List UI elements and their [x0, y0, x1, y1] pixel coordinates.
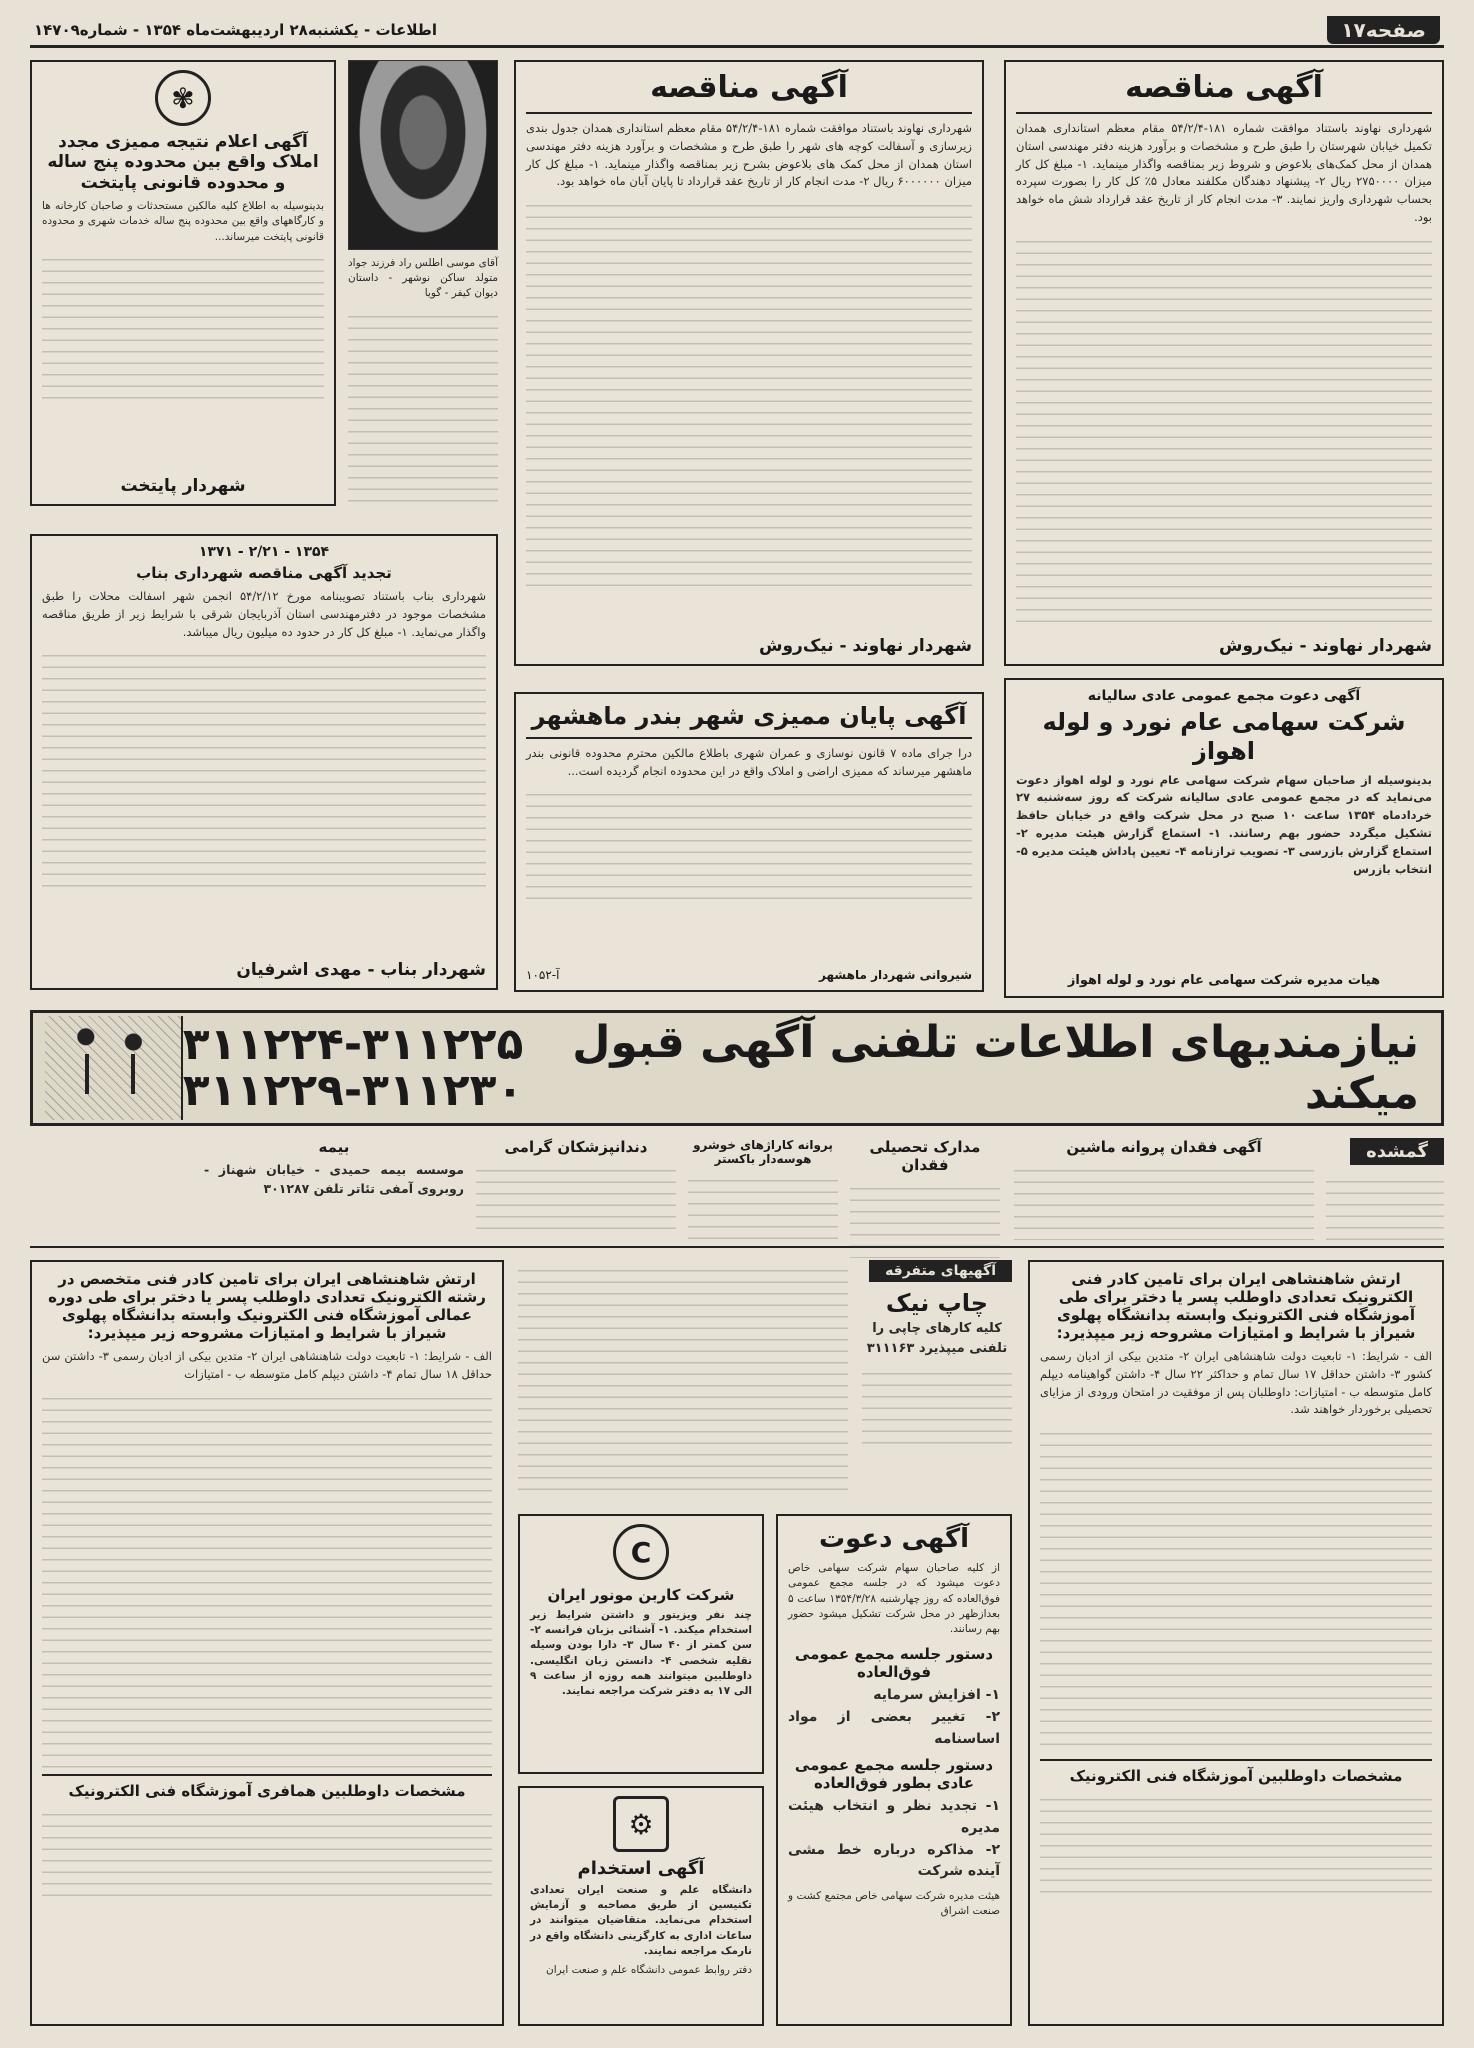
army-left-body: الف - شرایط: ۱- تابعیت دولت شاهنشاهی ایران ۲- متدین بیکی از ادیان رسمی ۳- داشتن سن حداقل ۱۸ سال تمام ۴- داشتن دیپلم کامل متوسطه ب - امتیازات — [42, 1349, 492, 1381]
classified-col-1-text-block — [1014, 1160, 1314, 1240]
lost-column — [1326, 1138, 1444, 1241]
lost-tag: گمشده — [1350, 1138, 1444, 1165]
mahshahr-code: آ-۱۰۵۲ — [526, 968, 560, 982]
university-emblem-icon: ⚙ — [613, 1796, 669, 1852]
tender-right-text-block — [1016, 231, 1432, 631]
banner-illustration — [45, 1016, 183, 1120]
employment-body: دانشگاه علم و صنعت ایران تعدادی تکنیسین از طریق مصاحبه و آزمایش استخدام می‌نماید. متقاضیان میتوانند در ساعات اداری به کارگزینی دانشگاه واقع در نارمک مراجعه نمایند. — [530, 1884, 752, 1957]
carbon-title: شرکت کاربن مونور ایران — [547, 1586, 735, 1604]
garage-title: پروانه کاراژهای خوشرو هوسه‌دار باکستر — [693, 1138, 833, 1166]
page-number: صفحه۱۷ — [1327, 16, 1440, 44]
insurance-body: موسسه بیمه حمیدی - خیابان شهناز - روبروی آمفی تئاتر تلفن ۳۰۱۲۸۷ — [204, 1162, 464, 1197]
army-notice-left — [30, 1260, 504, 2026]
tender-mid-title: آگهی مناقصه — [650, 70, 848, 105]
bonab-tender — [30, 534, 498, 990]
ahwaz-signature: هیات مدیره شرکت سهامی عام نورد و لوله اهواز — [1067, 973, 1381, 988]
print-title: چاپ نیک — [885, 1289, 989, 1317]
army-right-text-block — [1040, 1423, 1432, 1753]
classified-col-2-title: مدارک تحصیلی فقدان — [869, 1138, 981, 1174]
pasargad-body: بدینوسیله به اطلاع کلیه مالکین مستحدثات و صاحبان کارخانه ها و کارگاههای واقع بین محدوده پنج ساله خدمات شهری و محدوده قانونی پایتخت میرساند... — [42, 200, 324, 243]
mahshahr-body: درا جرای ماده ۷ قانون نوسازی و عمران شهری باطلاع مالکین محترم محدوده قانونی بندر ماهشهر میرساند که ممیزی اراضی و املاک واقع در این محدوده انجام گردیده است... — [526, 745, 972, 778]
army-left-form-block — [42, 1804, 492, 1904]
misc-column — [862, 1260, 1012, 1500]
invitation-agenda-2: ۲- تغییر بعضی از مواد اساسنامه — [788, 1708, 1000, 1747]
pasargad-notice — [30, 60, 336, 506]
dateline: اطلاعات - یکشنبه۲۸ اردیبهشت‌ماه ۱۳۵۴ - شماره۱۴۷۰۹ — [34, 20, 438, 39]
misc-text-block — [862, 1363, 1012, 1453]
army-left-text-block — [42, 1388, 492, 1768]
invitation-agenda-4: ۲- مذاکره درباره خط مشی آینده شرکت — [788, 1841, 1000, 1880]
portrait-photo — [348, 60, 498, 250]
lost-text-block — [1326, 1171, 1444, 1241]
classified-col-2-text-block — [850, 1178, 1000, 1258]
ahwaz-subtitle: آگهی دعوت مجمع عمومی عادی سالیانه — [1087, 688, 1361, 704]
employment-signature: دفتر روابط عمومی دانشگاه علم و صنعت ایران — [545, 1964, 752, 1977]
insurance-title: بیمه — [318, 1138, 350, 1156]
mahshahr-title: آگهی پایان ممیزی شهر بندر ماهشهر — [531, 702, 967, 730]
pasargad-signature: شهردار پایتخت — [120, 476, 246, 496]
profile-text-block — [348, 306, 498, 506]
classified-col-1-title: آگهی فقدان پروانه ماشین — [1066, 1138, 1262, 1156]
invitation-title: آگهی دعوت — [818, 1524, 970, 1554]
mahshahr-text-block — [526, 784, 972, 904]
tender-right-signature: شهردار نهاوند - نیک‌روش — [1219, 636, 1432, 656]
invitation-body: از کلیه صاحبان سهام شرکت سهامی خاص دعوت میشود که در جلسه مجمع عمومی فوق‌العاده که روز چهارشنبه ۱۳۵۴/۳/۲۸ ساعت ۵ بعدازظهر در محل شرکت تشکیل میشود حضور بهم رسانند. — [788, 1562, 1000, 1636]
insurance-column — [204, 1138, 464, 1199]
bonab-text-block — [42, 645, 486, 895]
tender-mid-signature: شهردار نهاوند - نیک‌روش — [759, 636, 972, 656]
ahwaz-invitation — [1004, 678, 1444, 998]
mahshahr-signature: شیروانی شهردار ماهشهر — [819, 968, 972, 982]
dentist-text-block — [476, 1160, 676, 1230]
army-left-title: ارتش شاهنشاهی ایران برای تامین کادر فنی متخصص در رشته الکترونیک تعدادی داوطلب پسر یا دختر برای طی دوره عمالی آموزشگاه فنی الکترونیک وابسته بدانشگاه پهلوی شیراز با شرایط و امتیازات مشروحه زیر میپذیرد: — [48, 1270, 486, 1342]
bonab-title: تجدید آگهی مناقصه شهرداری بناب — [136, 564, 392, 582]
garage-column — [688, 1138, 838, 1240]
bonab-dateline: ۱۳۷۱ - ۲/۲۱ - ۱۳۵۴ — [198, 544, 330, 560]
army-right-body: الف - شرایط: ۱- تابعیت دولت شاهنشاهی ایران ۲- متدین بیکی از ادیان رسمی کشور ۳- داشتن حداقل ۱۷ سال تمام و حداکثر ۲۲ سال ۴- داشتن گواهینامه دیپلم کامل متوسطه ب - امتیازات: داوطلبان پس از موفقیت در امتحان ورودی از مزایای تحصیلی برخوردار خواهند شد. — [1040, 1349, 1432, 1417]
classified-col-1 — [1014, 1138, 1314, 1240]
army-left-form-title: مشخصات داوطلبین همافری آموزشگاه فنی الکترونیک — [68, 1781, 466, 1800]
print-body: کلیه کارهای چاپی را تلفنی میپذیرد ۳۱۱۱۶۳ — [866, 1321, 1008, 1357]
tender-mid-body: شهرداری نهاوند باستناد موافقت شماره ۱۸۱-۵۴/۲/۴ مقام معظم استانداری همدان جدول بندی زیرسازی و آسفالت کوچه های شهر را طبق طرح و مشخصات و برآورد هزینه دفتر مهندسی استان همدان از محل کمک های بلاعوض بشرح زیر بمناقصه واگذار مینماید. ۱- مبلغ کل کار میزان ۶۰۰۰۰۰۰ ریال ۲- مدت انجام کار از تاریخ عقد قرارداد تا پایان آبان ماه خواهد بود. — [526, 121, 973, 189]
masthead — [30, 14, 1444, 48]
banner-phones-top: ۳۱۱۲۲۴-۳۱۱۲۲۵ — [182, 1018, 524, 1070]
tender-right-title: آگهی مناقصه — [1125, 70, 1323, 105]
bonab-body: شهرداری بناب باستناد تصویبنامه مورخ ۵۴/۲/۱۲ انجمن شهر اسفالت محلات را طبق مشخصات موجود در دفترمهندسی استان آذربایجان شرقی با شرایط زیر از طریق مناقصه واگذار می‌نماید. ۱- مبلغ کل کار در حدود ده میلیون ریال میباشد. — [42, 589, 487, 639]
army-right-title: ارتش شاهنشاهی ایران برای تامین کادر فنی الکترونیک تعدادی داوطلب پسر یا دختر برای طی آموزشگاه فنی الکترونیک وابسته بدانشگاه پهلوی شیراز با شرایط و امتیازات مشروحه زیر میپذیرد: — [1056, 1270, 1416, 1342]
banner-phones-bottom: ۳۱۱۲۲۹-۳۱۱۲۳۰ — [182, 1065, 524, 1116]
pasargad-text-block — [42, 249, 324, 399]
banner-text: نیازمندیهای اطلاعات تلفنی آگهی قبول میکند — [572, 1017, 1419, 1119]
garage-text-block — [688, 1170, 838, 1240]
tender-mid-text-block — [526, 195, 972, 595]
employment-title: آگهی استخدام — [577, 1858, 705, 1879]
tender-right-body: شهرداری نهاوند باستناد موافقت شماره ۱۸۱-۵۴/۲/۴ مقام معظم استانداری همدان تکمیل خیابان شهرستان را طبق طرح و مشخصات و برآورد هزینه دفتر مهندسی استان همدان از محل کمک‌های بلاعوض و شروط زیر بمناقصه واگذار مینماید. ۱- مبلغ کل کار میزان ۲۷۵۰۰۰۰ ریال ۲- پیشنهاد دهندگان مکلفند معادل ۵٪ کل کار را بصورت سپرده بحساب شهرداری واریز نمایند. ۳- مدت انجام کار از تاریخ عقد قرارداد شش ماه خواهد بود. — [1016, 121, 1433, 225]
army-right-form-block — [1040, 1789, 1432, 1899]
newspaper-page — [30, 14, 1444, 2034]
emblem-icon: ✾ — [155, 70, 211, 126]
misc-tag: آگهیهای متفرقه — [869, 1260, 1012, 1282]
mahshahr-notice — [514, 692, 984, 992]
dentist-title: دندانپزشکان گرامی — [504, 1138, 648, 1156]
invitation-ad — [776, 1514, 1012, 2026]
profile-caption: آقای موسی اطلس راد فرزند جواد متولد ساکن نوشهر - داستان دیوان کیفر - گویا — [348, 257, 498, 300]
profile-column — [348, 60, 498, 530]
ahwaz-title: شرکت سهامی عام نورد و لوله اهواز — [1042, 708, 1406, 765]
invitation-agenda-title-2: دستور جلسه مجمع عمومی عادی بطور فوق‌العاده — [794, 1756, 994, 1793]
carbon-logo-icon: C — [613, 1524, 669, 1580]
classifieds-banner — [30, 1010, 1444, 1126]
invitation-agenda-title: دستور جلسه مجمع عمومی فوق‌العاده — [794, 1645, 994, 1682]
classified-col-2 — [850, 1138, 1000, 1258]
classifieds-lower-text-block — [518, 1260, 848, 1500]
carbon-body: چند نفر ویزیتور و داشتن شرایط زیر استخدام میکند. ۱- آشنائی بزبان فرانسه ۲- سن کمتر از ۴۰ سال ۳- دارا بودن وسیله نقلیه شخصی ۴- دانستن زبان انگلیسی. داوطلبین میتوانند همه روزه از ساعت ۹ الی ۱۷ به دفتر شرکت مراجعه نمایند. — [530, 1609, 753, 1698]
banner-phones — [182, 1018, 524, 1116]
dentist-column — [476, 1138, 676, 1230]
tender-ad-mid — [514, 60, 984, 666]
tender-ad-right — [1004, 60, 1444, 666]
army-notice-right — [1028, 1260, 1444, 2026]
ahwaz-body: بدینوسیله از صاحبان سهام شرکت سهامی عام نورد و لوله اهواز دعوت می‌نماید که در مجمع عمومی عادی سالیانه شرکت که روز سه‌شنبه ۲۷ خردادماه ۱۳۵۴ ساعت ۱۰ صبح در محل شرکت واقع در خیابان حافظ تشکیل میگردد حضور بهم رسانند. ۱- استماع گزارش هیئت مدیره ۲- استماع گزارش بازرسی ۳- تصویب ترازنامه ۴- تعیین پاداش هیئت مدیره ۵- انتخاب بازرس — [1016, 772, 1432, 876]
employment-ad — [518, 1786, 764, 2026]
carbon-ad — [518, 1514, 764, 1774]
classifieds-strip — [30, 1138, 1444, 1248]
pasargad-title: آگهی اعلام نتیجه ممیزی مجدد املاک واقع بین محدوده پنج ساله و محدوده قانونی پایتخت — [47, 132, 319, 193]
invitation-agenda-3: ۱- تجدید نظر و انتخاب هیئت مدیره — [788, 1798, 1000, 1837]
invitation-signature: هیئت مدیره شرکت سهامی خاص مجتمع کشت و صنعت اشراق — [788, 1890, 1000, 1918]
classifieds-lower — [518, 1260, 848, 1500]
invitation-agenda-1: ۱- افزایش سرمایه — [873, 1687, 1000, 1704]
bonab-signature: شهردار بناب - مهدی اشرفیان — [236, 960, 486, 980]
army-right-form-title: مشخصات داوطلبین آموزشگاه فنی الکترونیک — [1069, 1767, 1403, 1786]
